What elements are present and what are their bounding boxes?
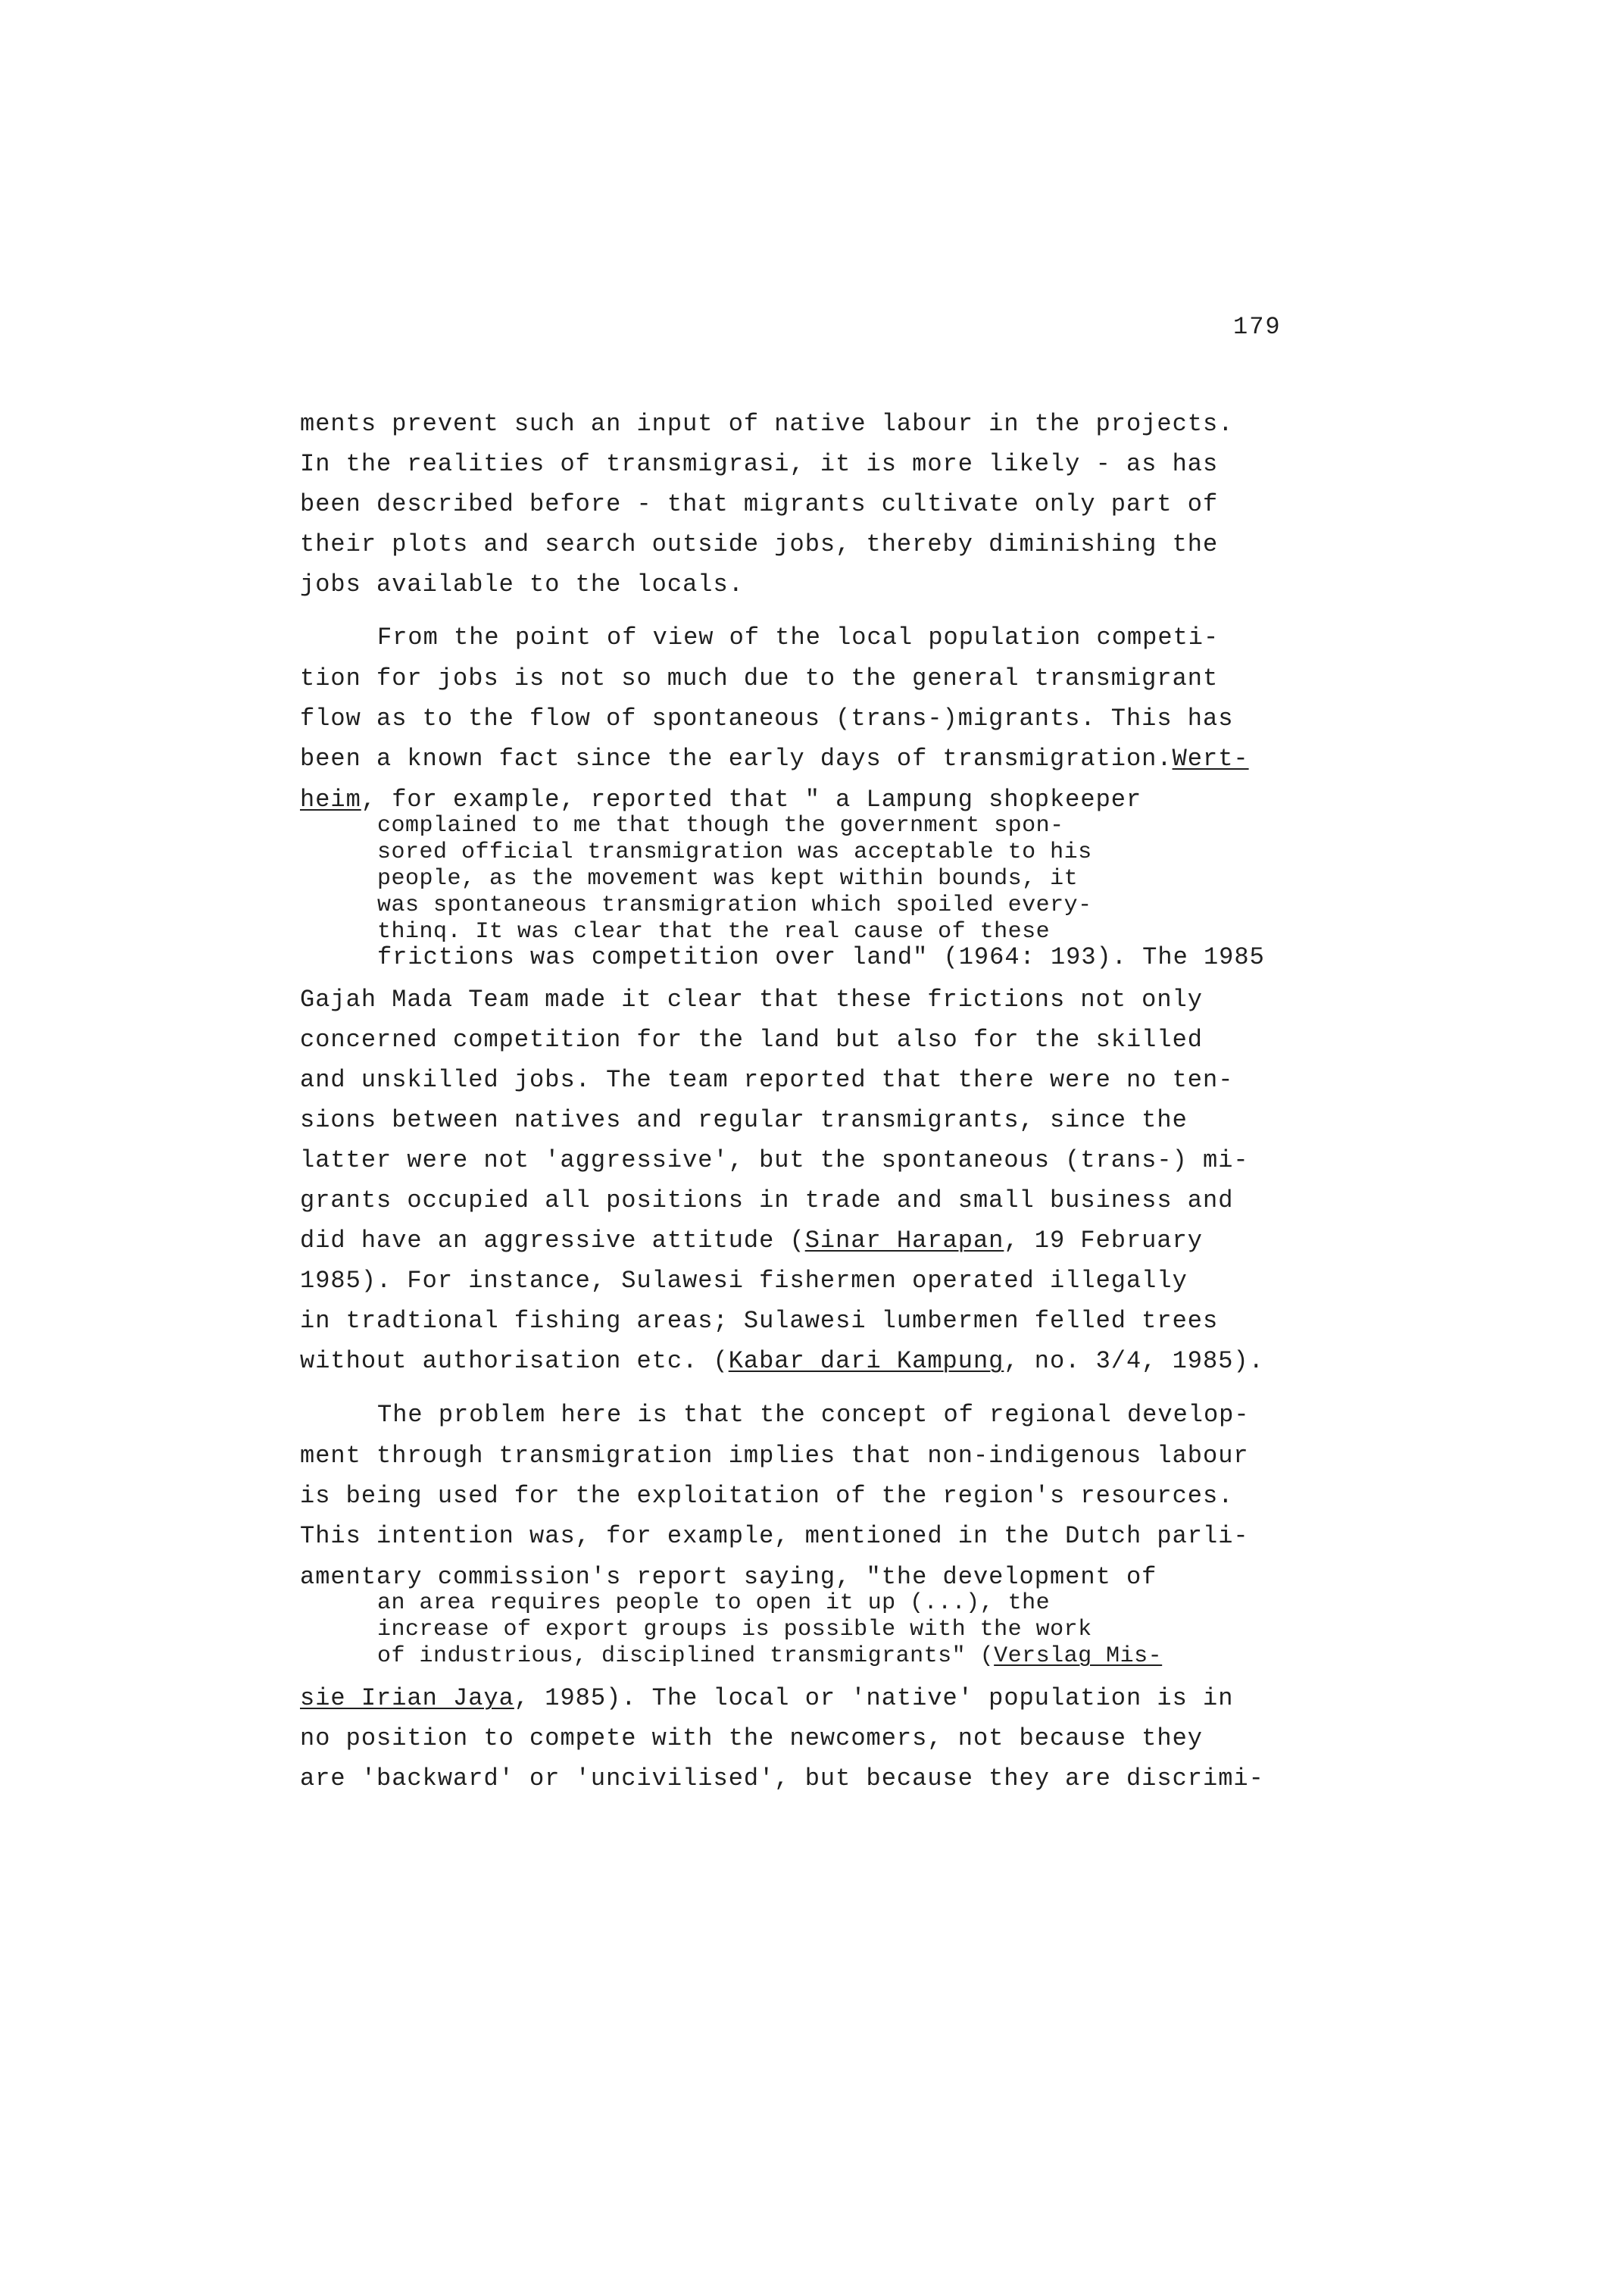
citation-wertheim: Wert- [1172,745,1249,773]
text-span: , for example, reported that " a Lampung shopkeeper [361,786,1142,814]
text-line: This intention was, for example, mentioned in the Dutch parli- [300,1522,1249,1550]
quote-line: an area requires people to open it up (...), the [377,1590,1051,1616]
text-line: Gajah Mada Team made it clear that these frictions not only [300,986,1203,1014]
quote-line: complained to me that though the government spon- [377,813,1064,839]
text-line: The problem here is that the concept of regional develop- [377,1401,1250,1429]
text-line: amentary commission's report saying, "the development of [300,1563,1157,1591]
text-line: ments prevent such an input of native labour in the projects. [300,410,1234,438]
text-line: tion for jobs is not so much due to the general transmigrant [300,664,1219,692]
text-line: flow as to the flow of spontaneous (trans-)migrants. This has [300,705,1234,733]
text-line: in tradtional fishing areas; Sulawesi lumbermen felled trees [300,1307,1219,1335]
citation-wertheim-cont: heim [300,786,361,814]
text-line: In the realities of transmigrasi, it is more likely - as has [300,450,1219,478]
text-line [300,785,1141,815]
text-line: and unskilled jobs. The team reported that there were no ten- [300,1066,1234,1094]
quote-line: thinq. It was clear that the real cause of these [377,919,1051,945]
text-line: ment through transmigration implies that non-indigenous labour [300,1442,1249,1470]
citation-verslag-cont: sie Irian Jaya [300,1684,514,1712]
text-line: is being used for the exploitation of the region's resources. [300,1482,1234,1510]
text-line: sions between natives and regular transmigrants, since the [300,1106,1188,1134]
text-line: no position to compete with the newcomers, not because they [300,1724,1203,1752]
quote-line [377,1642,1162,1670]
quote-line: was spontaneous transmigration which spoiled every- [377,892,1092,918]
text-line: From the point of view of the local population competi- [377,624,1220,652]
text-line [300,1683,1233,1714]
text-line: concerned competition for the land but also for the skilled [300,1026,1203,1054]
text-span: did have an aggressive attitude ( [300,1227,805,1255]
quote-line: increase of export groups is possible with the work [377,1617,1092,1642]
text-span: of industrious, disciplined transmigrants" ( [377,1643,995,1669]
text-line [300,744,1249,774]
page-number: 179 [1233,313,1282,341]
text-line: jobs available to the locals. [300,570,744,599]
text-line: 1985). For instance, Sulawesi fishermen operated illegally [300,1267,1188,1295]
quote-line: sored official transmigration was acceptable to his [377,839,1092,865]
text-line: been described before - that migrants cultivate only part of [300,490,1219,518]
text-line [300,1226,1203,1256]
citation-sinar-harapan: Sinar Harapan [804,1227,1004,1255]
text-span: , 1985). The local or 'native' population is in [514,1684,1234,1712]
text-span: without authorisation etc. ( [300,1347,729,1375]
citation-verslag: Verslag Mis- [994,1643,1163,1669]
text-span: been a known fact since the early days of transmigration. [300,745,1173,773]
citation-kabar-dari-kampung: Kabar dari Kampung [728,1347,1004,1375]
text-line: grants occupied all positions in trade and small business and [300,1186,1234,1214]
text-line [300,1346,1264,1377]
text-line: their plots and search outside jobs, thereby diminishing the [300,530,1219,558]
text-span: , 19 February [1004,1227,1203,1255]
quote-line: frictions was competition over land" (1964: 193). The 1985 [377,943,1265,971]
text-line: latter were not 'aggressive', but the spontaneous (trans-) mi- [300,1146,1249,1174]
quote-line: people, as the movement was kept within bounds, it [377,866,1079,892]
text-span: , no. 3/4, 1985). [1004,1347,1264,1375]
text-line: are 'backward' or 'uncivilised', but because they are discrimi- [300,1764,1264,1792]
